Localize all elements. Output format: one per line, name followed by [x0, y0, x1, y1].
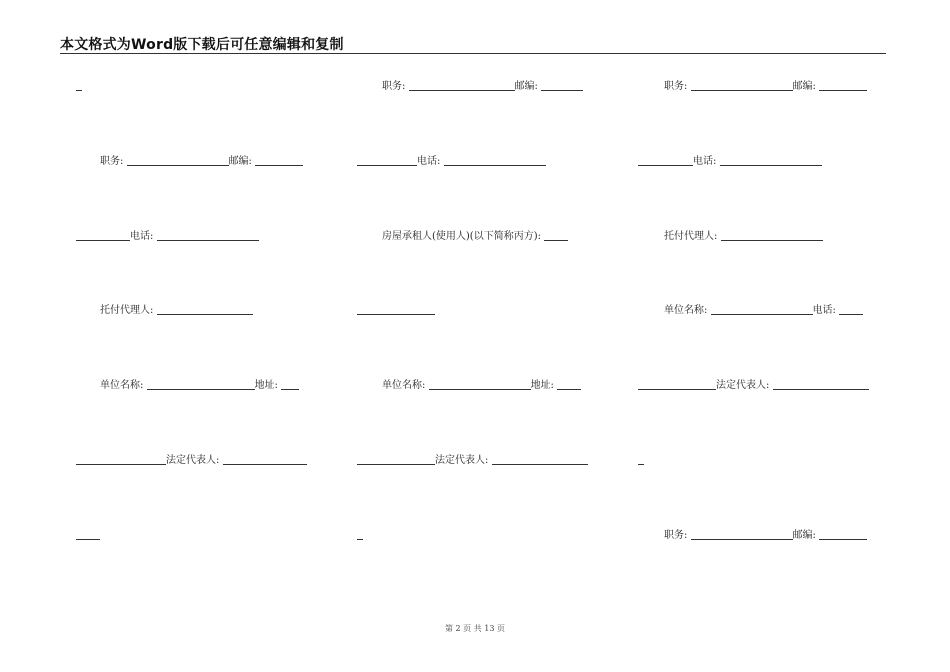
- label-dianhua: 电话:: [130, 231, 154, 242]
- form-line-fading: [357, 454, 588, 467]
- form-line-dianhua: [76, 230, 259, 243]
- blank-line: [76, 529, 100, 542]
- blank-field: [544, 230, 568, 241]
- label-zhiwu: 职务:: [664, 530, 688, 541]
- footer-total-pages: 13: [484, 624, 495, 633]
- header-rule: [60, 53, 886, 54]
- label-fading: 法定代表人:: [716, 380, 770, 391]
- blank-field: [281, 379, 299, 390]
- form-line-zhiwu-youbian: [382, 80, 583, 93]
- footer-ye2: 页: [497, 624, 505, 633]
- blank-field: [76, 454, 166, 465]
- blank-field: [157, 304, 253, 315]
- blank-line: [357, 529, 363, 542]
- form-line-dianhua: [638, 155, 822, 168]
- form-line-zhiwu-youbian: [100, 155, 303, 168]
- blank-field: [429, 379, 531, 390]
- form-line-fading: [638, 379, 869, 392]
- blank-field: [492, 454, 588, 465]
- label-danwei: 单位名称:: [100, 380, 144, 391]
- label-zhiwu: 职务:: [664, 81, 688, 92]
- label-tuofu: 托付代理人:: [100, 305, 154, 316]
- footer-page-number: 2: [455, 624, 461, 633]
- form-line-tuofu: [664, 230, 823, 243]
- footer-ye: 页: [463, 624, 472, 633]
- blank-field: [76, 230, 130, 241]
- blank-field: [819, 529, 867, 540]
- form-line-zhiwu-youbian: [664, 529, 867, 542]
- label-youbian: 邮编:: [792, 81, 816, 92]
- blank-field: [839, 304, 863, 315]
- form-line-danwei-dianhua: [664, 304, 863, 317]
- blank-field: [147, 379, 255, 390]
- form-line-bingfang: [382, 230, 568, 243]
- label-danwei: 单位名称:: [382, 380, 426, 391]
- form-line-fading: [76, 454, 307, 467]
- blank-field: [819, 80, 867, 91]
- blank-field: [721, 230, 823, 241]
- form-line-dianhua: [357, 155, 546, 168]
- label-bingfang: 房屋承租人(使用人)(以下简称丙方):: [382, 231, 541, 242]
- blank-field: [638, 155, 693, 166]
- form-line-danwei-dizhi: [100, 379, 299, 392]
- form-line-zhiwu-youbian: [664, 80, 867, 93]
- blank-field: [157, 230, 259, 241]
- blank-line: [76, 80, 82, 93]
- page-footer: [0, 623, 950, 634]
- blank-field: [720, 155, 822, 166]
- blank-field: [127, 155, 229, 166]
- blank-field: [691, 529, 793, 540]
- form-line-danwei-dizhi: [382, 379, 581, 392]
- footer-gong: 共: [473, 624, 482, 633]
- label-fading: 法定代表人:: [166, 455, 220, 466]
- blank-field: [691, 80, 793, 91]
- label-dizhi: 地址:: [254, 380, 278, 391]
- blank-field: [409, 80, 515, 91]
- blank-line: [357, 304, 435, 317]
- blank-field: [223, 454, 307, 465]
- label-dianhua: 电话:: [812, 305, 836, 316]
- blank-field: [357, 155, 417, 166]
- blank-field: [357, 454, 435, 465]
- blank-field: [638, 379, 716, 390]
- label-dianhua: 电话:: [417, 156, 441, 167]
- blank-line: [638, 454, 644, 467]
- label-dianhua: 电话:: [693, 156, 717, 167]
- label-zhiwu: 职务:: [382, 81, 406, 92]
- label-danwei: 单位名称:: [664, 305, 708, 316]
- blank-field: [541, 80, 583, 91]
- label-tuofu: 托付代理人:: [664, 231, 718, 242]
- label-fading: 法定代表人:: [435, 455, 489, 466]
- label-youbian: 邮编:: [514, 81, 538, 92]
- blank-field: [255, 155, 303, 166]
- blank-field: [444, 155, 546, 166]
- blank-field: [773, 379, 869, 390]
- label-youbian: 邮编:: [792, 530, 816, 541]
- blank-field: [557, 379, 581, 390]
- label-dizhi: 地址:: [530, 380, 554, 391]
- page-header-title: 本文格式为Word版下载后可任意编辑和复制: [60, 37, 344, 53]
- label-youbian: 邮编:: [228, 156, 252, 167]
- form-line-tuofu: [100, 304, 253, 317]
- blank-field: [711, 304, 813, 315]
- label-zhiwu: 职务:: [100, 156, 124, 167]
- footer-di: 第: [444, 624, 453, 633]
